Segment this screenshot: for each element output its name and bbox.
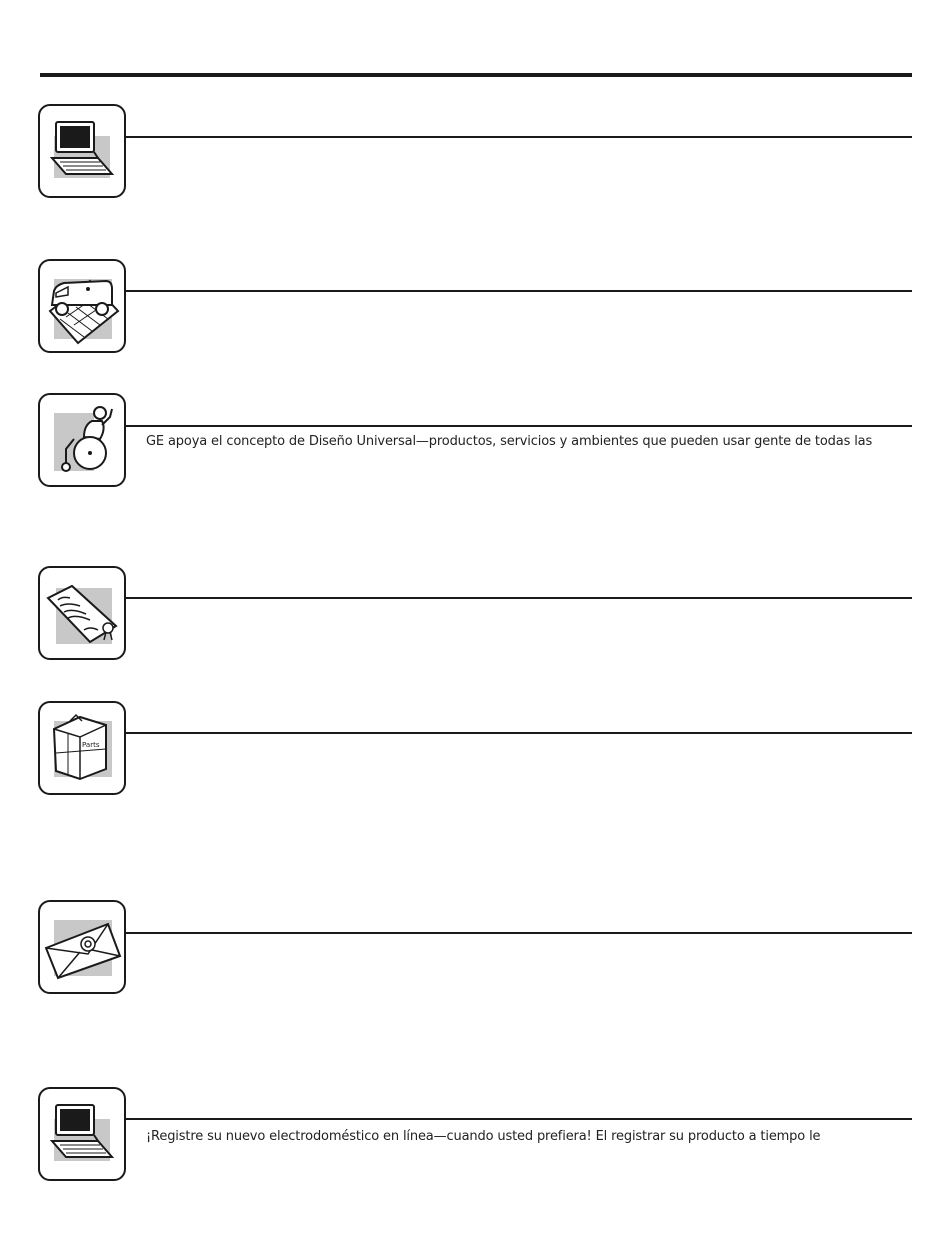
- laptop-icon: [38, 1087, 126, 1181]
- warranty-certificate-icon: [38, 566, 126, 660]
- section-rule: [126, 932, 912, 934]
- parts-box-icon: [38, 701, 126, 795]
- parts-label: Parts: [82, 741, 100, 749]
- section-rule: [126, 732, 912, 734]
- section-rule: [126, 290, 912, 292]
- section-rule: [126, 136, 912, 138]
- section-rule: [126, 1118, 912, 1120]
- email-envelope-icon: [38, 900, 126, 994]
- register-appliance-text: ¡Registre su nuevo electrodoméstico en línea—cuando usted prefiera! El registrar su producto a tiempo le: [146, 1129, 821, 1144]
- laptop-icon: [38, 104, 126, 198]
- section-rule: [126, 597, 912, 599]
- service-van-calendar-icon: [38, 259, 126, 353]
- wheelchair-accessibility-icon: [38, 393, 126, 487]
- section-rule: [126, 425, 912, 427]
- top-rule: [40, 73, 912, 77]
- universal-design-text: GE apoya el concepto de Diseño Universal—productos, servicios y ambientes que pueden usar gente de todas las: [146, 434, 873, 449]
